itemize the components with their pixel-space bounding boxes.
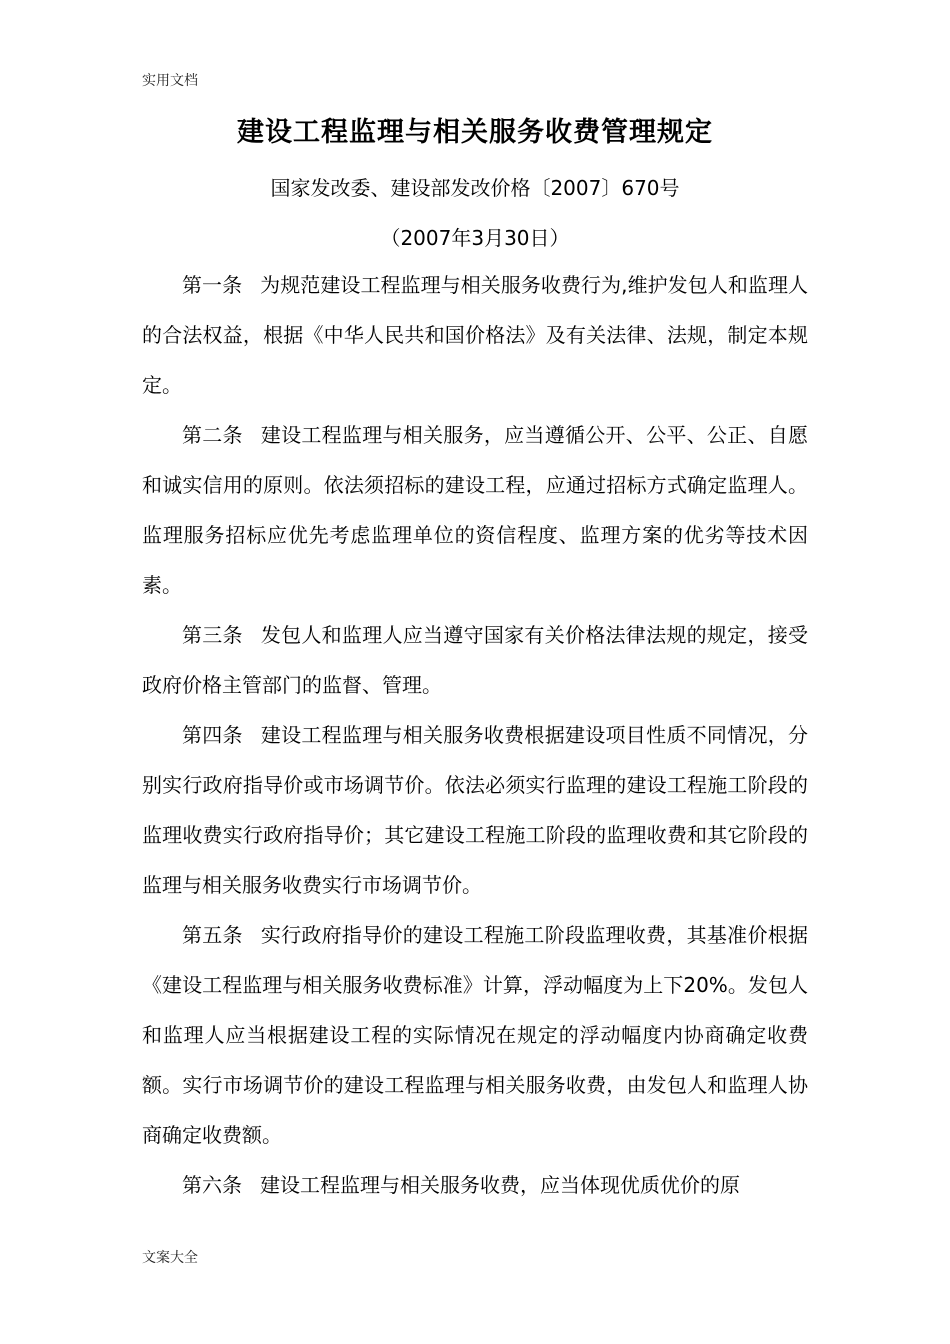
article-label: 第三条 [182,623,243,647]
article-text: 建设工程监理与相关服务，应当遵循公开、公平、公正、自愿和诚实信用的原则。依法须招标的建设工程，应通过招标方式确定监理人。监理服务招标应优先考虑监理单位的资信程度、监理方案的优劣等技术因素。 [142,423,809,597]
document-date: （2007年3月30日） [380,226,570,250]
article-6 [142,1160,808,1210]
page-header-note: 实用文档 [142,73,198,89]
document-title: 建设工程监理与相关服务收费管理规定 [237,117,713,148]
article-4 [142,710,808,910]
article-3 [142,610,808,710]
article-2 [142,410,808,610]
article-label: 第一条 [182,273,243,297]
page-footer-note: 文案大全 [142,1250,198,1266]
article-text: 发包人和监理人应当遵守国家有关价格法律法规的规定，接受政府价格主管部门的监督、管理。 [142,623,809,697]
article-text: 为规范建设工程监理与相关服务收费行为,维护发包人和监理人的合法权益，根据《中华人民共和国价格法》及有关法律、法规，制定本规定。 [142,273,809,397]
article-5 [142,910,808,1160]
article-label: 第六条 [182,1173,242,1197]
article-text: 建设工程监理与相关服务收费，应当体现优质优价的原 [260,1173,740,1197]
article-1 [142,260,808,410]
article-label: 第四条 [182,723,243,747]
article-body [142,260,808,1210]
article-text: 实行政府指导价的建设工程施工阶段监理收费，其基准价根据《建设工程监理与相关服务收费标准》计算，浮动幅度为上下20%。发包人和监理人应当根据建设工程的实际情况在规定的浮动幅度内协商确定收费额。实行市场调节价的建设工程监理与相关服务收费，由发包人和监理人协商确定收费额。 [142,923,809,1147]
article-text: 建设工程监理与相关服务收费根据建设项目性质不同情况，分别实行政府指导价或市场调节价。依法必须实行监理的建设工程施工阶段的监理收费实行政府指导价；其它建设工程施工阶段的监理收费和其它阶段的监理与相关服务收费实行市场调节价。 [142,723,809,897]
article-label: 第二条 [182,423,243,447]
article-label: 第五条 [182,923,243,947]
document-subtitle: 国家发改委、建设部发改价格〔2007〕670号 [270,176,680,200]
